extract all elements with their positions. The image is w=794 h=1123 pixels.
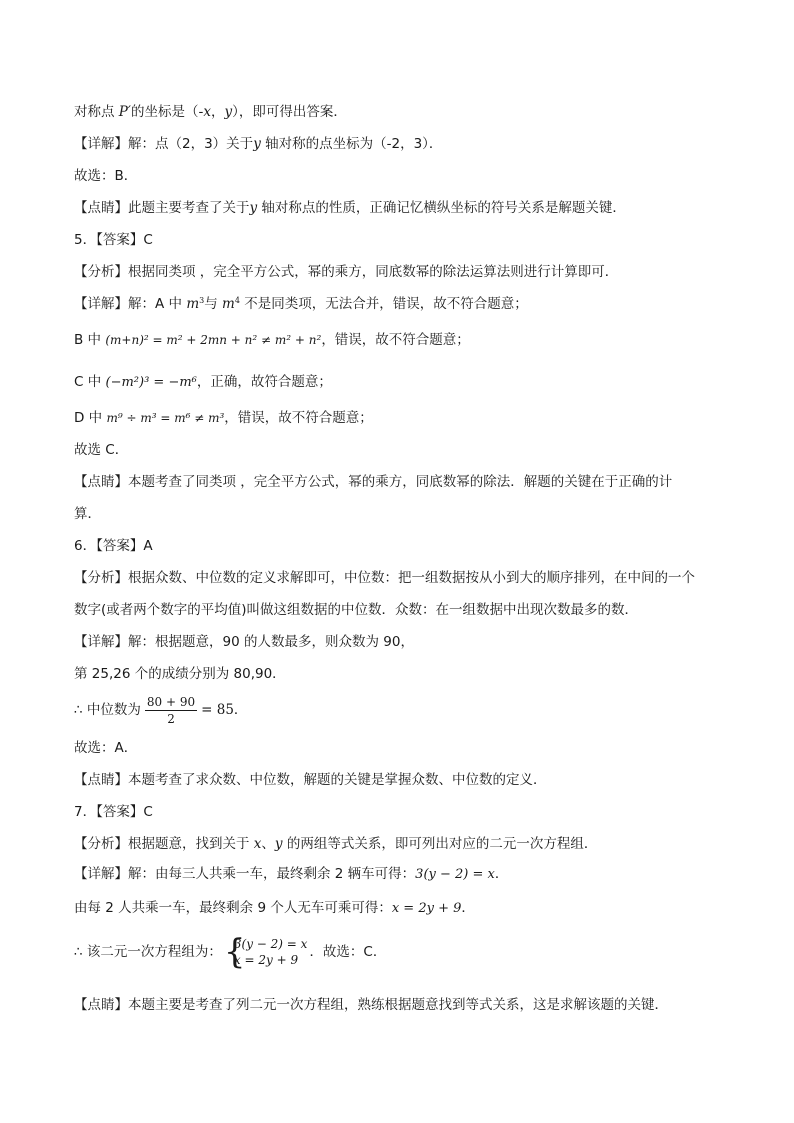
math-var: m bbox=[222, 296, 235, 312]
math-exponent: 4 bbox=[234, 296, 240, 305]
text: B 中 bbox=[74, 332, 106, 348]
text: ），即可得出答案． bbox=[232, 104, 347, 120]
math-exponent: 3 bbox=[199, 296, 205, 305]
math-var: m bbox=[186, 296, 200, 312]
text: ，错误，故不符合题意； bbox=[321, 332, 470, 348]
text-line bbox=[74, 409, 724, 427]
text: 轴对称点的性质，正确记忆横纵坐标的符号关系是解题关键． bbox=[257, 200, 626, 216]
text: ∴ 该二元一次方程组为： bbox=[74, 944, 222, 960]
text: C 中 bbox=[74, 374, 106, 390]
text-line: 【点睛】本题主要是考查了列二元一次方程组，熟练根据题意找到等式关系，这是求解该题的关键． bbox=[74, 997, 668, 1013]
brace-icon: { bbox=[223, 932, 246, 972]
text: 【点睛】此题主要考查了关于 bbox=[74, 200, 250, 216]
text: D 中 bbox=[74, 410, 107, 426]
text: = 85． bbox=[201, 702, 248, 718]
math-var: y bbox=[224, 104, 233, 120]
text: ．故选：C． bbox=[309, 944, 387, 960]
text: 【详解】解：点（2，3）关于 bbox=[74, 136, 254, 152]
text: ，错误，故不符合题意； bbox=[224, 410, 373, 426]
text-line: 数字(或者两个数字的平均值)叫做这组数据的中位数．众数：在一组数据中出现次数最多的数． bbox=[74, 602, 639, 618]
text-line: 故选 C． bbox=[74, 442, 129, 458]
math-expression: x = 2y + 9 bbox=[391, 901, 462, 916]
answer-heading: 7．【答案】C bbox=[74, 804, 153, 820]
text-line bbox=[74, 373, 724, 392]
text: ，正确，故符合题意； bbox=[196, 374, 332, 390]
math-var: y bbox=[274, 836, 283, 852]
text: 与 bbox=[204, 296, 223, 312]
text-line: 【点睛】本题考查了同类项 ，完全平方公式，幂的乘方，同底数幂的除法．解题的关键在于正确的计 bbox=[74, 474, 673, 490]
math-var: x bbox=[253, 836, 262, 852]
text-line: 【分析】根据同类项 ，完全平方公式，幂的乘方，同底数幂的除法运算法则进行计算即可． bbox=[74, 264, 619, 280]
math-var: y bbox=[249, 200, 258, 216]
text: 由每 2 人共乘一车，最终剩余 9 个人无车可乘可得： bbox=[74, 900, 392, 916]
math-expression: (−m²)³ = −m⁶ bbox=[105, 375, 197, 390]
answer-heading: 5．【答案】C bbox=[74, 232, 153, 248]
equation-row: 3(y − 2) = x bbox=[233, 937, 308, 951]
text-line bbox=[74, 135, 724, 153]
text-line bbox=[74, 295, 724, 313]
text-line bbox=[74, 899, 724, 918]
text-line: 【详解】解：根据题意，90 的人数最多，则众数为 90， bbox=[74, 634, 414, 650]
text-line bbox=[74, 934, 724, 970]
text: 、 bbox=[261, 836, 275, 852]
text: 轴对称的点坐标为（-2，3）． bbox=[260, 136, 443, 152]
math-expression: m⁹ ÷ m³ = m⁶ ≠ m³ bbox=[106, 411, 225, 425]
fraction bbox=[145, 695, 197, 726]
text: 的坐标是（- bbox=[130, 104, 204, 120]
text: ． bbox=[494, 866, 509, 882]
text-line bbox=[74, 103, 724, 121]
text: ∴ 中位数为 bbox=[74, 702, 141, 718]
equation-row: x = 2y + 9 bbox=[233, 953, 299, 967]
text: 【分析】根据题意，找到关于 bbox=[74, 836, 254, 852]
text-line: 第 25,26 个的成绩分别为 80,90． bbox=[74, 666, 286, 682]
text-line: 【点睛】本题考查了求众数、中位数，解题的关键是掌握众数、中位数的定义． bbox=[74, 772, 547, 788]
text: 的两组等式关系，即可列出对应的二元一次方程组． bbox=[282, 836, 598, 852]
math-var: y bbox=[253, 136, 261, 152]
text: ． bbox=[461, 900, 475, 916]
fraction-numerator: 80 + 90 bbox=[146, 694, 196, 709]
text: 对称点 bbox=[74, 104, 119, 120]
math-var: P′ bbox=[118, 104, 131, 120]
math-var: x bbox=[203, 104, 211, 120]
text-line bbox=[74, 199, 724, 217]
text-line bbox=[74, 835, 724, 853]
equation-system bbox=[223, 932, 308, 972]
text-line bbox=[74, 865, 724, 884]
text: ， bbox=[210, 104, 225, 120]
math-expression: 3(y − 2) = x bbox=[415, 867, 495, 882]
math-expression: (m+n)² = m² + 2mn + n² ≠ m² + n² bbox=[105, 333, 322, 347]
text-line: 算． bbox=[74, 506, 101, 522]
text-line bbox=[74, 694, 724, 726]
text-line bbox=[74, 331, 724, 349]
answer-heading: 6．【答案】A bbox=[74, 538, 153, 554]
text: 【详解】解：A 中 bbox=[74, 296, 187, 312]
text: 不是同类项，无法合并，错误，故不符合题意； bbox=[239, 296, 528, 312]
fraction-denominator: 2 bbox=[167, 711, 175, 726]
text-line: 故选：A． bbox=[74, 740, 138, 756]
text: 【详解】解：由每三人共乘一车，最终剩余 2 辆车可得： bbox=[74, 866, 416, 882]
text-line: 故选：B． bbox=[74, 168, 138, 184]
text-line: 【分析】根据众数、中位数的定义求解即可，中位数：把一组数据按从小到大的顺序排列，在中间的一个 bbox=[74, 570, 695, 586]
